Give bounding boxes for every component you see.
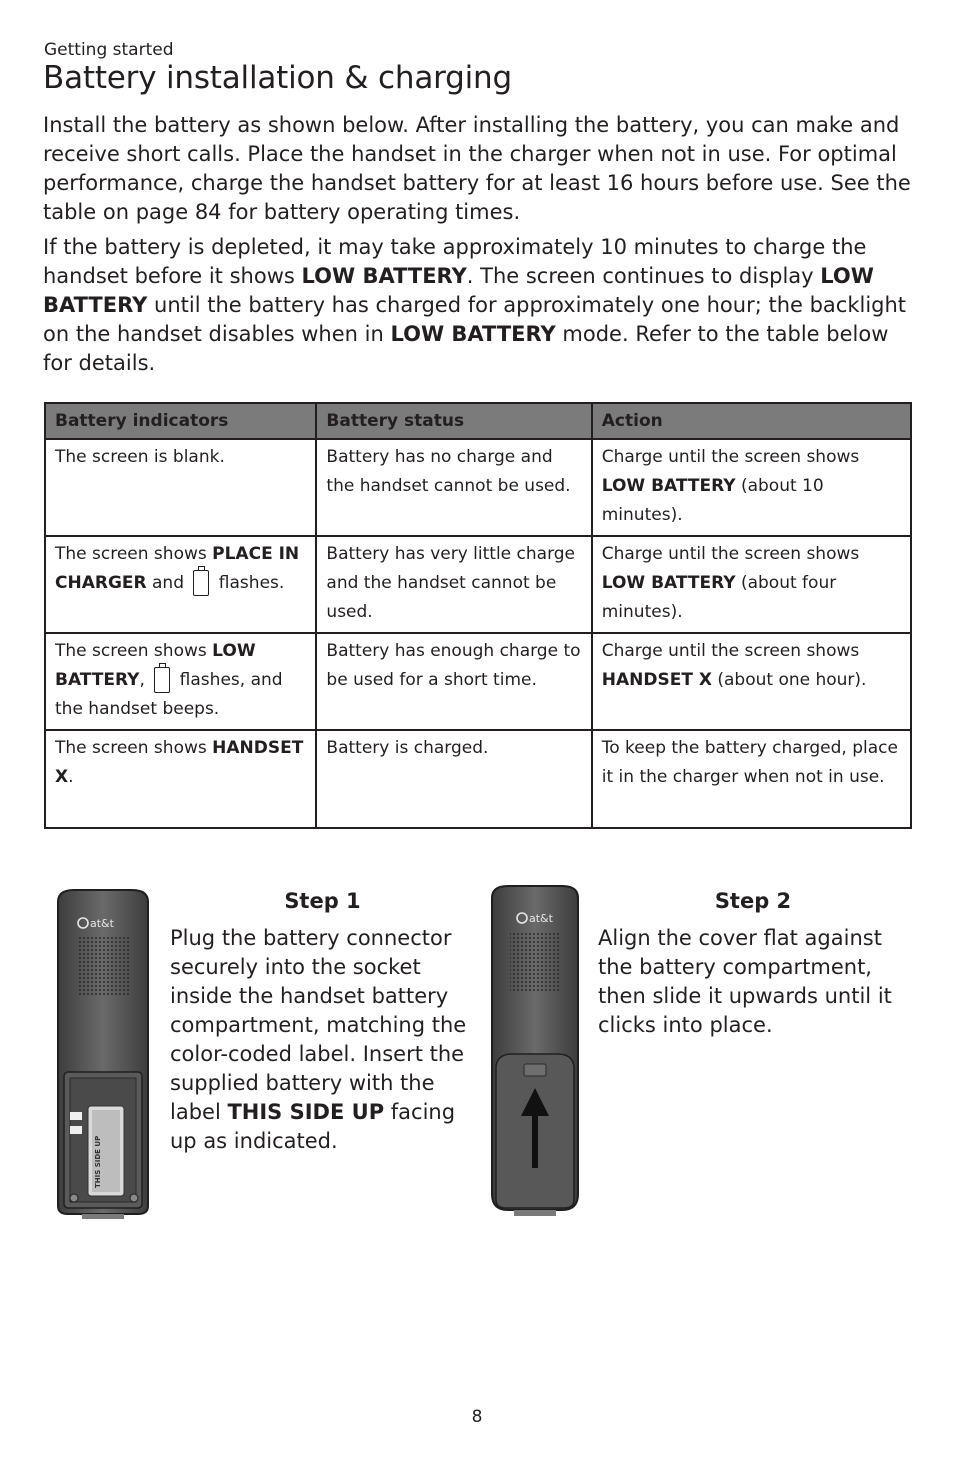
battery-table bbox=[44, 402, 912, 829]
table-row bbox=[45, 633, 911, 730]
table-row bbox=[45, 730, 911, 828]
status-cell: Battery is charged. bbox=[316, 730, 591, 828]
status-cell: Battery has no charge and the handset cannot be used. bbox=[316, 439, 591, 536]
indicator-cell: The screen shows PLACE IN CHARGER and flashes. bbox=[45, 536, 316, 633]
battery-label-text: THIS SIDE UP bbox=[94, 1135, 102, 1188]
action-cell: Charge until the screen shows LOW BATTERY (about four minutes). bbox=[592, 536, 911, 633]
step-2-text: Align the cover flat against the battery compartment, then slide it upwards until it clicks into place. bbox=[598, 926, 892, 1037]
indicator-cell: The screen is blank. bbox=[45, 439, 316, 536]
step-1-text: Plug the battery connector securely into the socket inside the handset battery compartment, matching the color-coded label. Insert the supplied battery with the label THIS SIDE UP facing up as indicated. bbox=[170, 926, 467, 1153]
action-cell: To keep the battery charged, place it in the charger when not in use. bbox=[592, 730, 911, 828]
handset-cover-illustration bbox=[488, 884, 582, 1222]
step-1-title: Step 1 bbox=[284, 889, 361, 913]
action-cell: Charge until the screen shows HANDSET X (about one hour). bbox=[592, 633, 911, 730]
action-cell: Charge until the screen shows LOW BATTERY (about 10 minutes). bbox=[592, 439, 911, 536]
section-label: Getting started bbox=[44, 40, 174, 60]
table-row bbox=[45, 536, 911, 633]
column-header: Action bbox=[592, 403, 911, 439]
intro-paragraph-1: Install the battery as shown below. After installing the battery, you can make and receive short calls. Place the handset in the charger when not in use. For optimal performance, charge the handset battery for at least 16 hours before use. See the table on page 84 for battery operating times. bbox=[43, 113, 911, 224]
page-title: Battery installation & charging bbox=[43, 60, 512, 96]
intro-paragraph-2: If the battery is depleted, it may take approximately 10 minutes to charge the handset before it shows LOW BATTERY. The screen continues to display LOW BATTERY until the battery has charged for approximately one hour; the backlight on the handset disables when in LOW BATTERY mode. Refer to the table below for details. bbox=[43, 235, 907, 375]
table-row bbox=[45, 439, 911, 536]
column-header: Battery status bbox=[316, 403, 591, 439]
column-header: Battery indicators bbox=[45, 403, 316, 439]
step-2-title: Step 2 bbox=[714, 889, 792, 913]
table-header-row bbox=[45, 403, 911, 439]
brand-logo: at&t bbox=[90, 917, 114, 930]
indicator-cell: The screen shows LOW BATTERY, flashes, and the handset beeps. bbox=[45, 633, 316, 730]
status-cell: Battery has enough charge to be used for a short time. bbox=[316, 633, 591, 730]
page-number: 8 bbox=[471, 1407, 483, 1427]
handset-open-compartment-illustration bbox=[54, 888, 152, 1220]
speaker-grille-icon bbox=[510, 932, 560, 992]
empty-battery-icon bbox=[154, 667, 170, 693]
status-cell: Battery has very little charge and the handset cannot be used. bbox=[316, 536, 591, 633]
brand-logo: at&t bbox=[529, 912, 553, 925]
speaker-grille-icon bbox=[78, 936, 130, 996]
empty-battery-icon bbox=[193, 570, 209, 596]
indicator-cell: The screen shows HANDSET X. bbox=[45, 730, 316, 828]
